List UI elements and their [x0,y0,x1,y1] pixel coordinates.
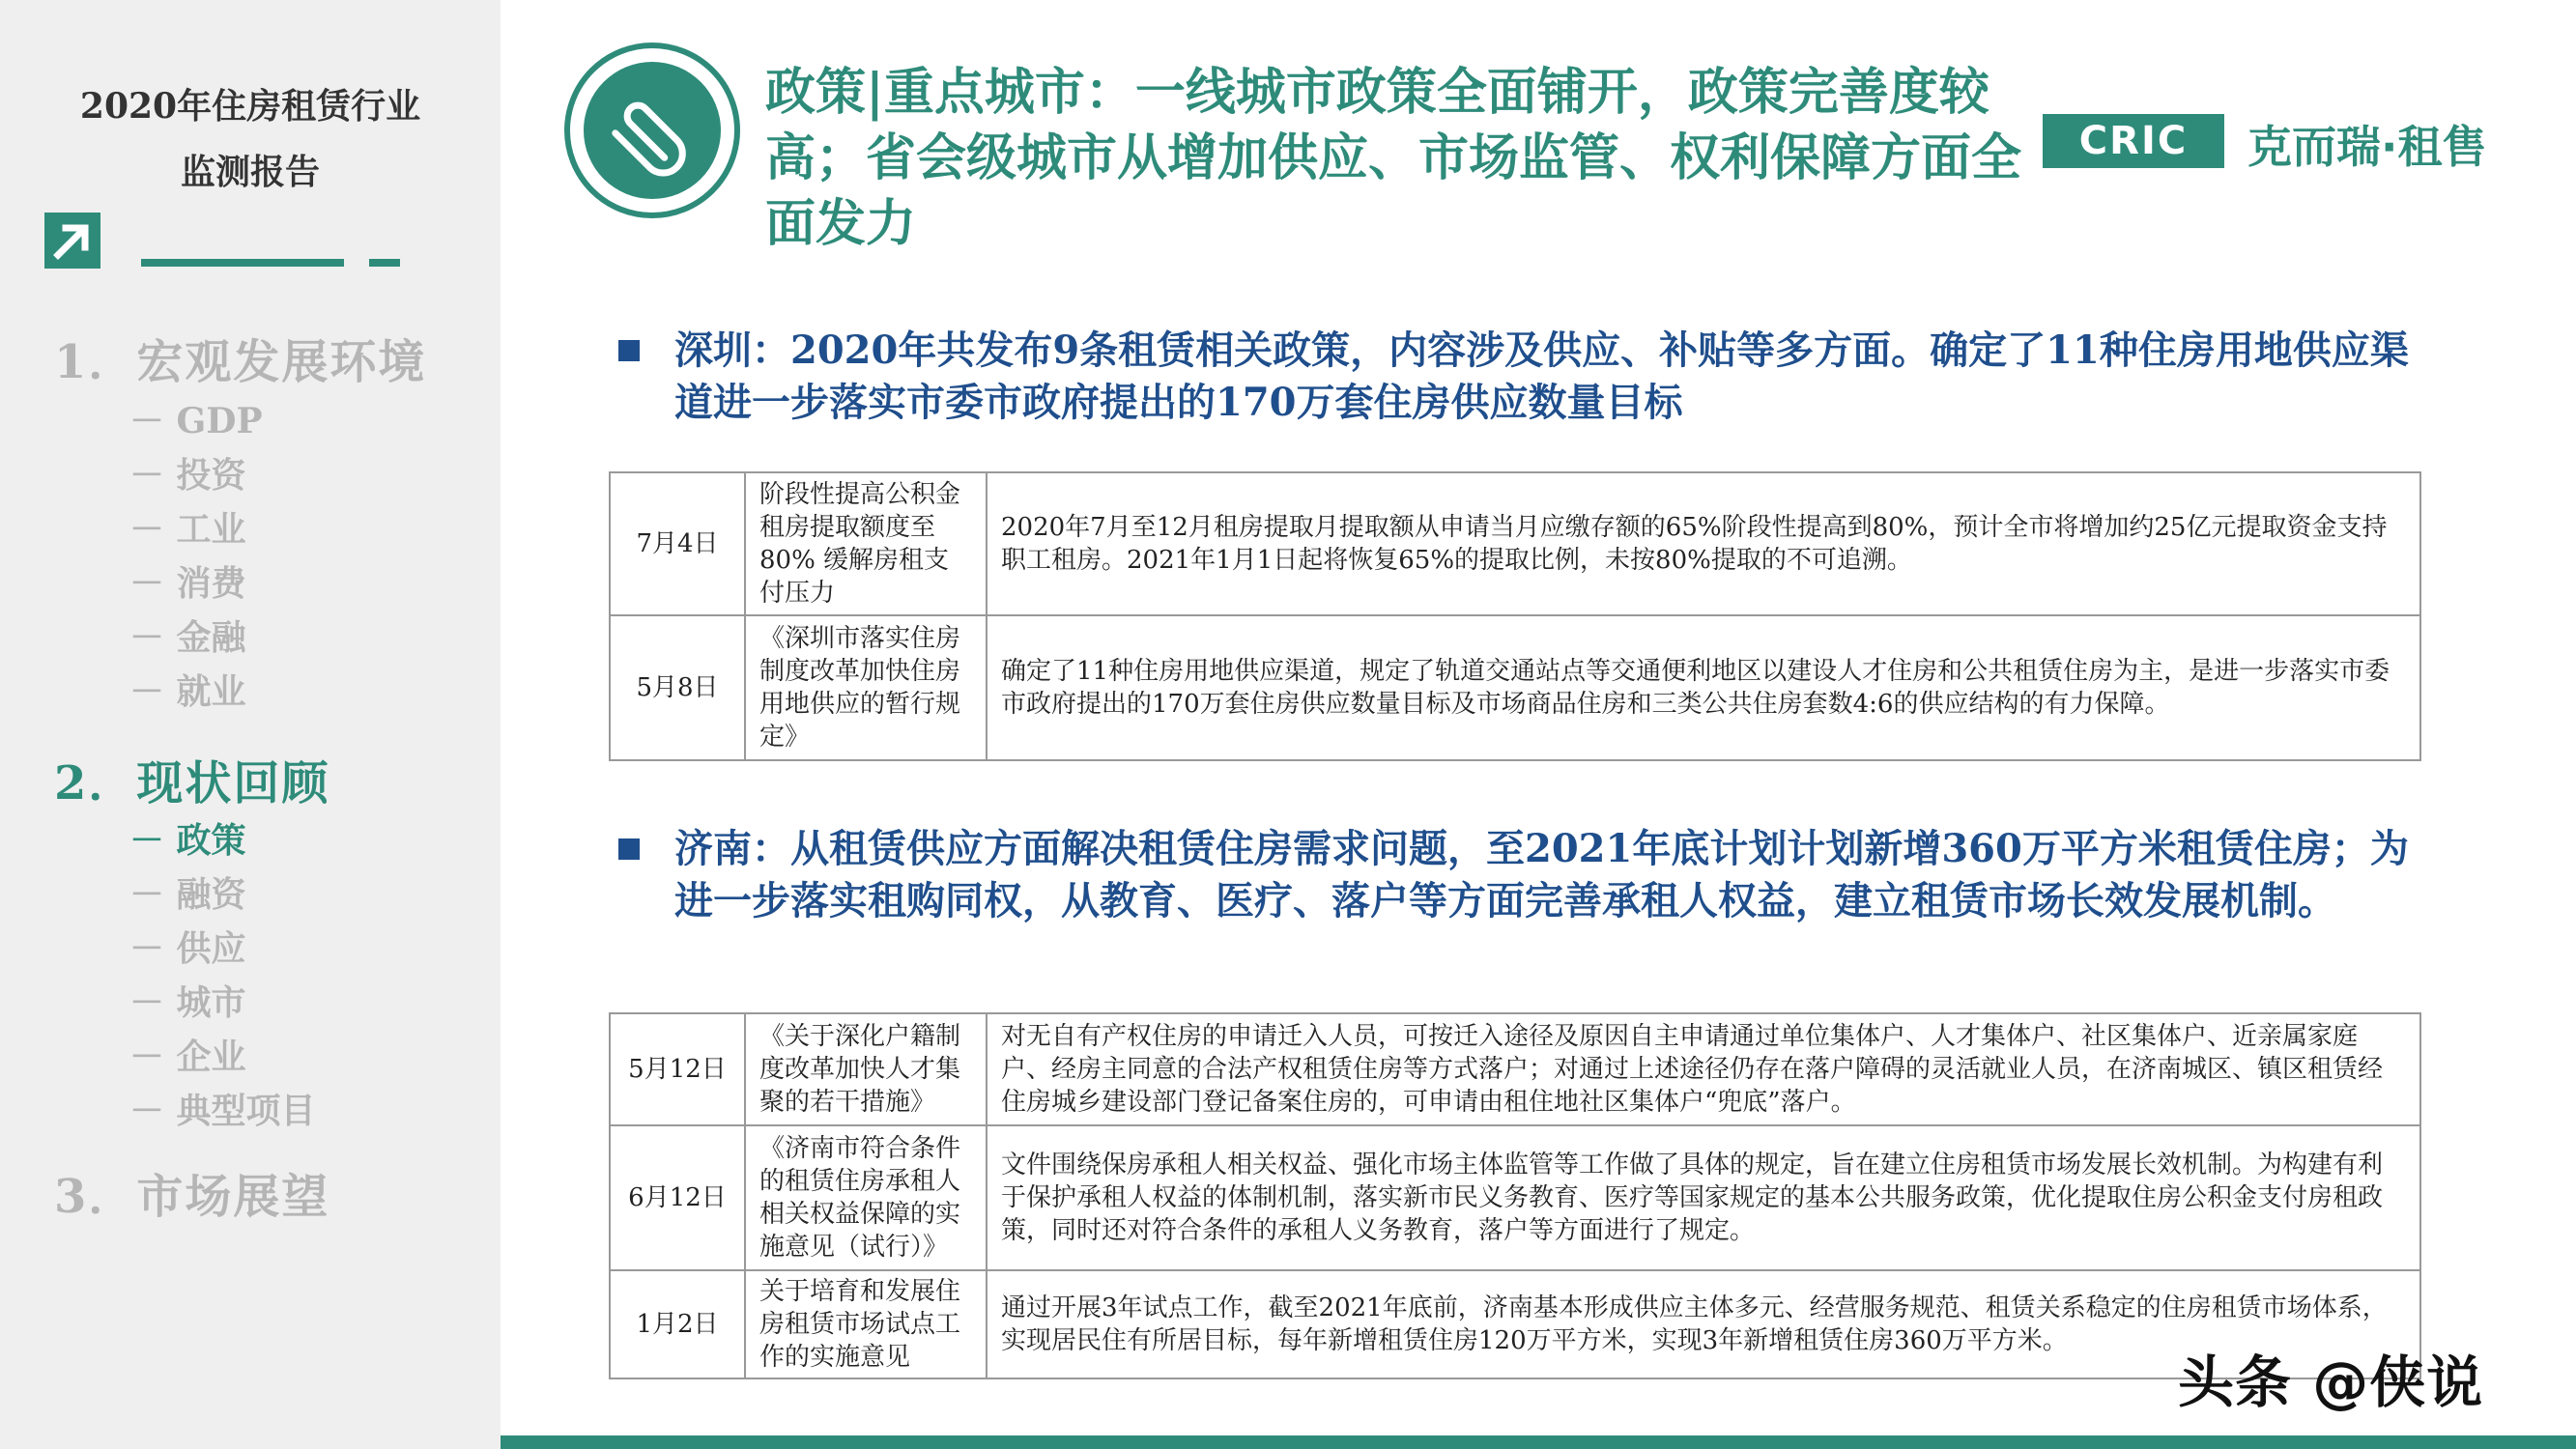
policy-content: 确定了11种住房用地供应渠道，规定了轨道交通站点等交通便利地区以建设人才住房和公共租赁住房为主，是进一步落实市委市政府提出的170万套住房供应数量目标及市场商品住房和三类公共住房套数4:6的供应结构的有力保障。 [987,615,2420,760]
nav-item-industry[interactable]: － 工业 [129,509,246,550]
cric-logo: CRIC [2043,114,2224,168]
nav-item-enterprise[interactable]: － 企业 [129,1037,246,1077]
policy-name: 阶段性提高公积金租房提取额度至80% 缓解房租支付压力 [745,472,987,615]
nav-item-consumption[interactable]: － 消费 [129,563,246,604]
nav-item-finance[interactable]: － 金融 [129,617,246,658]
divider-line [141,259,344,267]
policy-content: 通过开展3年试点工作，截至2021年底前，济南基本形成供应主体多元、经营服务规范、租赁关系稳定的住房租赁市场体系，实现居民住有所居目标，每年新增租赁住房120万平方米，实现3年新增租赁住房360万平方米。 [987,1270,2420,1378]
policy-date: 5月12日 [610,1013,745,1125]
table-row [610,1013,2420,1125]
nav-item-gdp[interactable]: － GDP [129,401,263,441]
nav-section-review[interactable]: 2．现状回顾 [54,756,330,810]
bullet-square-icon [618,838,640,860]
policy-name: 关于培育和发展住房租赁市场试点工作的实施意见 [745,1270,987,1378]
policy-content: 对无自有产权住房的申请迁入人员，可按迁入途径及原因自主申请通过单位集体户、人才集体户、社区集体户、近亲属家庭户、经房主同意的合法产权租赁住房等方式落户；对通过上述途径仍存在落户障碍的灵活就业人员，在济南城区、镇区租赁经住房城乡建设部门登记备案住房的，可申请由租住地社区集体户“兜底”落户。 [987,1013,2420,1125]
footer-bar [501,1435,2576,1449]
nav-item-investment[interactable]: － 投资 [129,455,246,496]
jinan-policy-table [609,1012,2421,1379]
table-row [610,615,2420,760]
paperclip-icon [584,62,721,199]
nav-item-typical-project[interactable]: － 典型项目 [129,1091,316,1131]
brand-name: 克而瑞·租售 [2247,121,2487,173]
shenzhen-heading: 深圳：2020年共发布9条租赁相关政策，内容涉及供应、补贴等多方面。确定了11种住房用地供应渠道进一步落实市委市政府提出的170万套住房供应数量目标 [674,327,2409,425]
nav-section-macro[interactable]: 1．宏观发展环境 [54,335,427,389]
arrow-up-right-icon [44,213,100,269]
policy-date: 7月4日 [610,472,745,615]
page-title: 政策|重点城市：一线城市政策全面铺开，政策完善度较高；省会级城市从增加供应、市场监管、权利保障方面全面发力 [765,63,2022,253]
policy-name: 《济南市符合条件的租赁住房承租人相关权益保障的实施意见（试行）》 [745,1125,987,1270]
nav-item-employment[interactable]: － 就业 [129,671,246,712]
nav-section-outlook[interactable]: 3．市场展望 [54,1170,330,1224]
divider-line-short [369,259,400,267]
toutiao-watermark: 头条 @侠说 [2178,1350,2484,1415]
nav-item-supply[interactable]: － 供应 [129,928,246,969]
nav-item-financing[interactable]: － 融资 [129,874,246,915]
nav-item-city[interactable]: － 城市 [129,982,246,1023]
policy-name: 《深圳市落实住房制度改革加快住房用地供应的暂行规定》 [745,615,987,760]
policy-content: 2020年7月至12月租房提取月提取额从申请当月应缴存额的65%阶段性提高到80%，预计全市将增加约25亿元提取资金支持职工租房。2021年1月1日起将恢复65%的提取比例，未按80%提取的不可追溯。 [987,472,2420,615]
sidebar [0,0,501,1449]
shenzhen-policy-table [609,471,2421,761]
table-row [610,1270,2420,1378]
bullet-square-icon [618,340,640,361]
table-row [610,1125,2420,1270]
policy-date: 6月12日 [610,1125,745,1270]
jinan-heading: 济南：从租赁供应方面解决租赁住房需求问题，至2021年底计划计划新增360万平方米租赁住房；为进一步落实租购同权，从教育、医疗、落户等方面完善承租人权益，建立租赁市场长效发展机制。 [674,826,2409,923]
table-row [610,472,2420,615]
policy-date: 1月2日 [610,1270,745,1378]
policy-name: 《关于深化户籍制度改革加快人才集聚的若干措施》 [745,1013,987,1125]
policy-content: 文件围绕保房承租人相关权益、强化市场主体监管等工作做了具体的规定，旨在建立住房租赁市场发展长效机制。为构建有利于保护承租人权益的体制机制，落实新市民义务教育、医疗等国家规定的基本公共服务政策，优化提取住房公积金支付房租政策，同时还对符合条件的承租人义务教育，落户等方面进行了规定。 [987,1125,2420,1270]
report-title-line2: 监测报告 [180,152,320,192]
nav-item-policy[interactable]: － 政策 [129,820,246,861]
policy-date: 5月8日 [610,615,745,760]
report-title-line1: 2020年住房租赁行业 [79,86,421,127]
